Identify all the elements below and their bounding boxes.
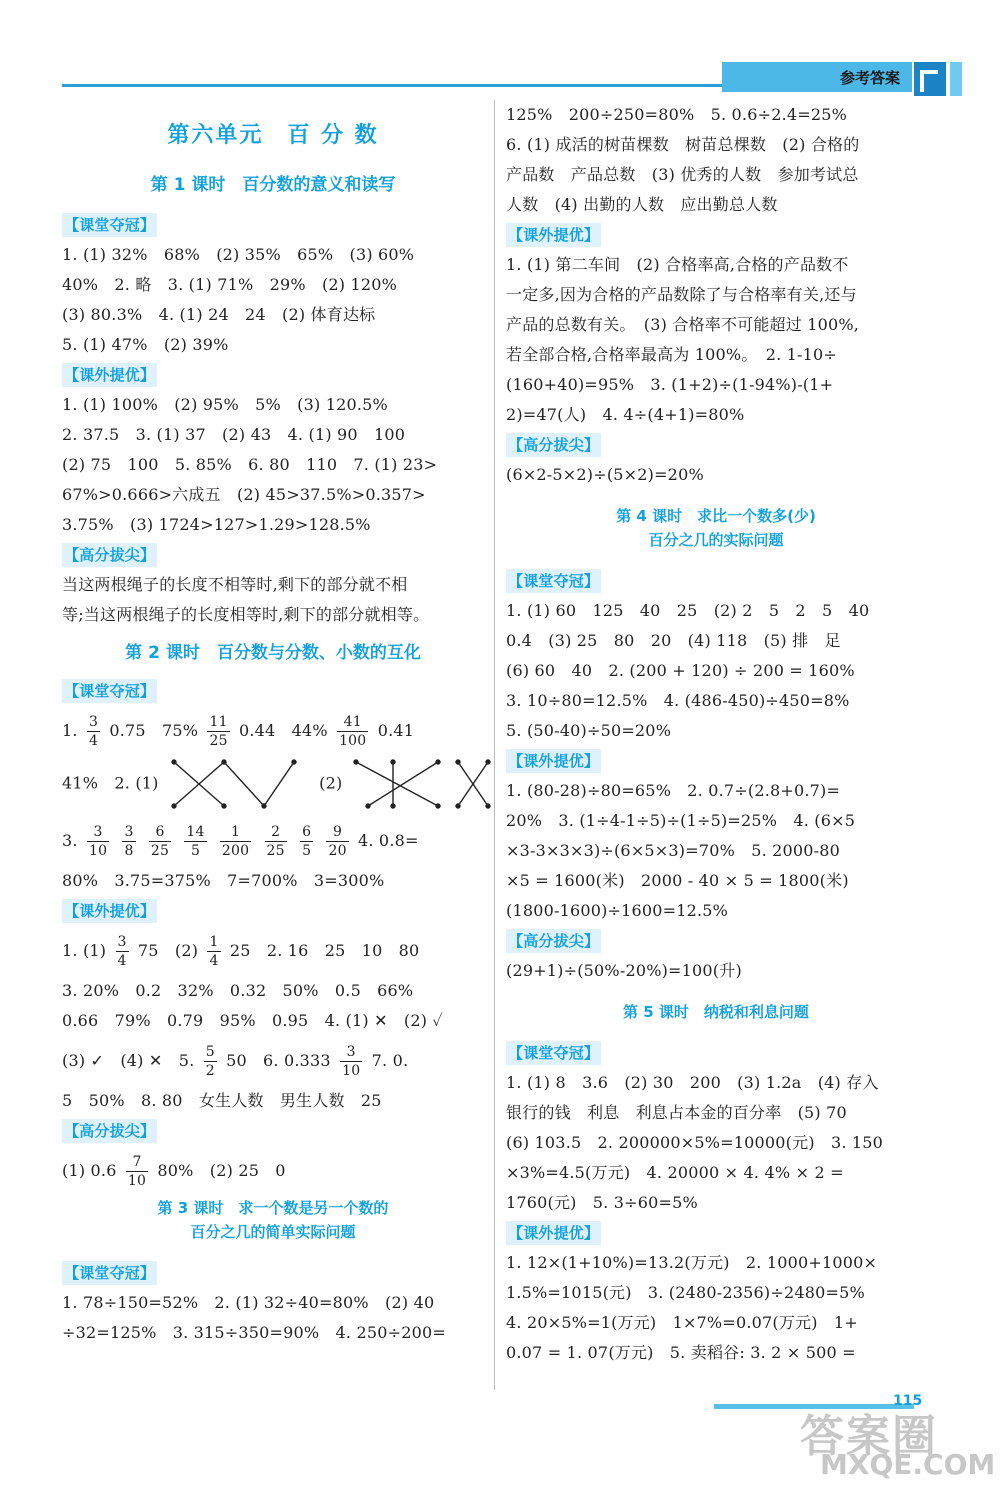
answer-line <box>62 1036 484 1086</box>
fraction <box>184 823 206 860</box>
answer-line <box>62 816 484 866</box>
answer-line: 125% 200÷250=80% 5. 0.6÷2.4=25% <box>506 105 848 124</box>
numerator: 3 <box>124 824 134 840</box>
numerator: 3 <box>340 1043 362 1062</box>
answer-line: 0.07 = 1. 07(万元) 5. 卖稻谷: 3. 2 × 500 = <box>506 1343 856 1362</box>
answer-line: 3.75% (3) 1724>127>1.29>128.5% <box>62 515 371 534</box>
lesson-3-title-line-2: 百分之几的简单实际问题 <box>190 1223 356 1241</box>
denominator: 2 <box>205 1063 215 1079</box>
fraction <box>207 713 229 750</box>
fraction <box>300 823 313 860</box>
header-corner-icon <box>914 62 946 96</box>
answer-line: 3. 10÷80=12.5% 4. (486-450)÷450=8% <box>506 691 850 710</box>
answer-text: 80% (2) 25 0 <box>157 1161 286 1180</box>
answer-line: 20% 3. (1÷4-1÷5)÷(1÷5)=25% 4. (6×5 <box>506 811 856 830</box>
answer-line: (29+1)÷(50%-20%)=100(升) <box>506 961 742 980</box>
answer-line: 80% 3.75=375% 7=700% 3=300% <box>62 871 385 890</box>
answer-text: 0.41 <box>377 721 415 740</box>
answer-line: 0.66 79% 0.79 95% 0.95 4. (1) ✕ (2) ✓ <box>62 1011 443 1030</box>
denominator: 4 <box>88 733 99 749</box>
numerator: 6 <box>302 824 312 840</box>
numerator: 41 <box>337 713 368 732</box>
numerator: 1 <box>220 823 251 842</box>
lesson-2-title: 第 2 课时 百分数与分数、小数的互化 <box>125 643 421 663</box>
denominator: 5 <box>190 843 201 859</box>
answer-text: 75 (2) <box>137 941 199 960</box>
fraction <box>87 713 100 750</box>
fraction <box>337 713 368 750</box>
fraction <box>87 823 109 860</box>
fraction <box>122 823 135 860</box>
denominator: 8 <box>124 843 134 859</box>
matching-line <box>62 756 484 816</box>
answer-line: (1800-1600)÷1600=12.5% <box>506 901 729 920</box>
answer-line: 1. 78÷150=52% 2. (1) 32÷40=80% (2) 40 <box>62 1293 435 1312</box>
watermark-url: MXQE.COM <box>820 1448 996 1481</box>
fraction <box>116 933 129 970</box>
column-divider <box>494 100 495 1390</box>
answer-line: 等;当这两根绳子的长度相等时,剩下的部分就相等。 <box>62 605 430 624</box>
tag-extra: 【课外提优】 <box>506 223 601 247</box>
fraction <box>326 823 348 860</box>
numerator: 14 <box>186 824 205 840</box>
numerator: 6 <box>149 823 171 842</box>
q-label: 1. <box>62 721 78 740</box>
fraction <box>204 1043 217 1080</box>
answer-line: 1. (1) 32% 68% (2) 35% 65% (3) 60% <box>62 245 415 264</box>
right-column <box>506 100 926 1368</box>
tag-classroom: 【课堂夺冠】 <box>62 213 157 237</box>
denominator: 25 <box>266 843 285 859</box>
answer-text: 50 6. 0.333 <box>226 1051 331 1070</box>
answer-text: 7. 0. <box>371 1051 409 1070</box>
numerator: 7 <box>126 1153 148 1172</box>
answer-line: 1.5%=1015(元) 3. (2480-2356)÷2480=5% <box>506 1283 865 1302</box>
answer-line: (160+40)=95% 3. (1+2)÷(1-94%)-(1+ <box>506 375 834 394</box>
answer-line: 1. (1) 100% (2) 95% 5% (3) 120.5% <box>62 395 388 414</box>
numerator: 1 <box>209 934 219 950</box>
q-label: 3. <box>62 831 78 850</box>
answer-text: 4. 0.8= <box>357 831 419 850</box>
answer-text: (3) ✓ (4) ✕ 5. <box>62 1051 195 1070</box>
tag-top: 【高分拔尖】 <box>506 433 601 457</box>
denominator: 100 <box>339 733 367 749</box>
answer-line: (2) 75 100 5. 85% 6. 80 110 7. (1) 23> <box>62 455 438 474</box>
numerator: 9 <box>326 823 348 842</box>
numerator: 2 <box>265 823 287 842</box>
lesson-5-title: 第 5 课时 纳税和利息问题 <box>623 1003 809 1021</box>
answer-line: 1. (1) 60 125 40 25 (2) 2 5 2 5 40 <box>506 601 870 620</box>
answer-line: ×5 = 1600(米) 2000 - 40 × 5 = 1800(米) <box>506 871 849 890</box>
tag-extra: 【课外提优】 <box>62 363 157 387</box>
answer-line: (6×2-5×2)÷(5×2)=20% <box>506 465 704 484</box>
answer-text: 41% 2. (1) <box>62 773 159 793</box>
answer-line: 产品数 产品总数 (3) 优秀的人数 参加考试总 <box>506 165 859 184</box>
numerator: 5 <box>205 1044 215 1060</box>
answer-line: 6. (1) 成活的树苗棵数 树苗总棵数 (2) 合格的 <box>506 135 860 154</box>
denominator: 4 <box>209 953 219 969</box>
numerator: 11 <box>209 714 228 730</box>
answer-line: 人数 (4) 出勤的人数 应出勤总人数 <box>506 195 778 214</box>
answer-line: ×3%=4.5(万元) 4. 20000 × 4. 4% × 2 = <box>506 1163 844 1182</box>
numerator: 3 <box>87 823 109 842</box>
matching-lines-diagram-2 <box>348 756 498 812</box>
tag-extra: 【课外提优】 <box>62 899 157 923</box>
denominator: 25 <box>209 733 228 749</box>
denominator: 20 <box>328 843 347 859</box>
lesson-4-title-line-2: 百分之几的实际问题 <box>648 531 784 549</box>
tag-extra: 【课外提优】 <box>506 749 601 773</box>
answer-line: 4. 20×5%=1(万元) 1×7%=0.07(万元) 1+ <box>506 1313 858 1332</box>
fraction <box>265 823 287 860</box>
unit-title: 第六单元 百 分 数 <box>167 123 379 148</box>
answer-line: 若全部合格,合格率最高为 100%。 2. 1-10÷ <box>506 345 838 364</box>
answer-line <box>62 706 484 756</box>
header-tag: 参考答案 <box>722 62 912 92</box>
lesson-4-title-line-1: 第 4 课时 求比一个数多(少) <box>616 507 816 525</box>
tag-classroom: 【课堂夺冠】 <box>62 1261 157 1285</box>
answer-line: (6) 60 40 2. (200 + 120) ÷ 200 = 160% <box>506 661 855 680</box>
answer-line: ×3-3×3×3)÷(6×5×3)=70% 5. 2000-80 <box>506 841 841 860</box>
lesson-3-title-line-1: 第 3 课时 求一个数是另一个数的 <box>157 1199 389 1217</box>
answer-line: 0.4 (3) 25 80 20 (4) 118 (5) 排 足 <box>506 631 841 650</box>
answer-line: 产品的总数有关。 (3) 合格率不可能超过 100%, <box>506 315 860 334</box>
answer-line: 2. 37.5 3. (1) 37 (2) 43 4. (1) 90 100 <box>62 425 406 444</box>
denominator: 10 <box>127 1173 147 1189</box>
answer-line: 1. 12×(1+10%)=13.2(万元) 2. 1000+1000× <box>506 1253 878 1272</box>
answer-line: 1760(元) 5. 3÷60=5% <box>506 1193 698 1212</box>
answer-line <box>62 1146 484 1196</box>
lesson-1-title: 第 1 课时 百分数的意义和读写 <box>150 175 396 195</box>
answer-line: 5. (50-40)÷50=20% <box>506 721 672 740</box>
answer-line: 当这两根绳子的长度不相等时,剩下的部分就不相 <box>62 575 408 594</box>
answer-line: 一定多,因为合格的产品数除了与合格率有关,还与 <box>506 285 857 304</box>
fraction <box>207 933 220 970</box>
fraction <box>340 1043 362 1080</box>
answer-text: 0.44 44% <box>238 721 328 740</box>
fraction <box>220 823 251 860</box>
matching-lines-diagram-1 <box>164 756 314 812</box>
answer-line: 5 50% 8. 80 女生人数 男生人数 25 <box>62 1091 382 1110</box>
denominator: 10 <box>342 1063 361 1079</box>
numerator: 3 <box>117 934 127 950</box>
answer-line: 1. (1) 第二车间 (2) 合格率高,合格的产品数不 <box>506 255 849 274</box>
fraction <box>149 823 171 860</box>
answer-line: (3) 80.3% 4. (1) 24 24 (2) 体育达标 <box>62 305 376 324</box>
answer-line: 1. (80-28)÷80=65% 2. 0.7÷(2.8+0.7)= <box>506 781 841 800</box>
answer-line: 1. (1) 8 3.6 (2) 30 200 (3) 1.2a (4) 存入 <box>506 1073 879 1092</box>
answer-line: 2)=47(人) 4. 4÷(4+1)=80% <box>506 405 745 424</box>
numerator: 3 <box>88 714 99 730</box>
answer-line: 67%>0.666>六成五 (2) 45>37.5%>0.357> <box>62 485 426 504</box>
answer-text: 0.75 75% <box>109 721 199 740</box>
tag-extra: 【课外提优】 <box>506 1221 601 1245</box>
denominator: 200 <box>221 843 250 859</box>
tag-top: 【高分拔尖】 <box>62 1119 157 1143</box>
answer-line: 3. 20% 0.2 32% 0.32 50% 0.5 66% <box>62 981 414 1000</box>
answer-text: (1) 0.6 <box>62 1161 117 1180</box>
fraction <box>126 1153 148 1190</box>
section-tag <box>62 210 484 240</box>
tag-classroom: 【课堂夺冠】 <box>62 679 157 703</box>
watermark-logo: 答案圈 <box>800 1411 938 1462</box>
page-number: 115 <box>893 1393 923 1409</box>
denominator: 5 <box>302 843 312 859</box>
denominator: 4 <box>117 953 127 969</box>
answer-text: 25 2. 16 25 10 80 <box>229 941 420 960</box>
tag-top: 【高分拔尖】 <box>506 929 601 953</box>
answer-line: ÷32=125% 3. 315÷350=90% 4. 250÷200= <box>62 1323 446 1342</box>
answer-line: 40% 2. 略 3. (1) 71% 29% (2) 120% <box>62 275 398 294</box>
header-rule <box>62 84 722 87</box>
answer-line <box>62 926 484 976</box>
answer-line: 银行的钱 利息 利息占本金的百分率 (5) 70 <box>506 1103 847 1122</box>
answer-text: 1. (1) <box>62 941 107 960</box>
denominator: 25 <box>150 843 170 859</box>
answer-line: 5. (1) 47% (2) 39% <box>62 335 229 354</box>
left-column <box>62 100 484 1348</box>
answer-line: (6) 103.5 2. 200000×5%=10000(元) 3. 150 <box>506 1133 884 1152</box>
tag-top: 【高分拔尖】 <box>62 543 157 567</box>
tag-classroom: 【课堂夺冠】 <box>506 569 601 593</box>
header-corner-strip <box>950 62 962 96</box>
answer-text: (2) <box>319 773 343 793</box>
denominator: 10 <box>88 843 108 859</box>
tag-classroom: 【课堂夺冠】 <box>506 1041 601 1065</box>
